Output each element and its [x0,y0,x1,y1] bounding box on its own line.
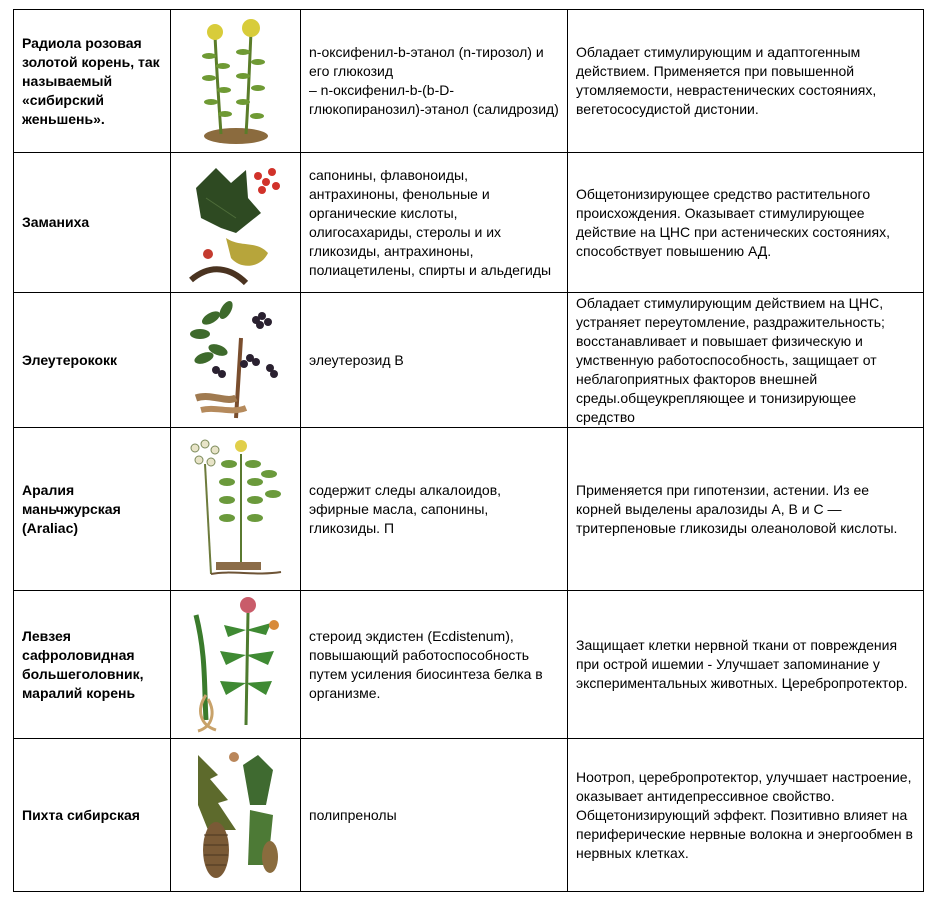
table-row [14,591,924,739]
effect-text: Применяется при гипотензии, астении. Из ее корней выделены аралозиды А, В и С — тритерпеновые гликозиды олеаноловой кислоты. [568,428,924,591]
plant-name: Заманиха [14,153,171,293]
table-row [14,293,924,428]
table-row [14,428,924,591]
composition-text: элеутерозид В [301,293,568,428]
plant-name: Пихта сибирская [14,739,171,892]
eleutherococcus-illustration [186,298,286,423]
composition-text: полипренолы [301,739,568,892]
plant-image-cell [171,10,301,153]
plant-image-cell [171,739,301,892]
plant-image-cell [171,591,301,739]
aralia-illustration [181,434,291,584]
effect-text: Ноотроп, церебропротектор, улучшает настроение, оказывает антидепрессивное свойство. Общетонизирующий эффект. Позитивно влияет на периферические нервные волокна и энергообмен в нервных клетках. [568,739,924,892]
composition-text: стероид экдистен (Ecdistenum), повышающий работоспособность путем усиления биосинтеза белка в организме. [301,591,568,739]
plant-image-cell [171,428,301,591]
effect-text: Общетонизирующее средство растительного происхождения. Оказывает стимулирующее действие на ЦНС при астенических состояниях, способствует повышению АД. [568,153,924,293]
composition-text: сапонины, флавоноиды, антрахиноны, фенольные и органические кислоты, олигосахариды, стеролы и их гликозиды, антрахиноны, полиацетилены, спирты и альдегиды [301,153,568,293]
plant-name: Аралия маньчжурская (Araliac) [14,428,171,591]
plant-name: Радиола розовая золотой корень, так называемый «сибирский женьшень». [14,10,171,153]
rhodiola-illustration [191,16,281,146]
plant-name: Левзея сафроловидная большеголовник, маралий корень [14,591,171,739]
plant-image-cell [171,153,301,293]
siberian-fir-illustration [188,745,283,885]
table-row [14,153,924,293]
table-row [14,739,924,892]
plant-image-cell [171,293,301,428]
composition-cell [301,10,568,153]
effect-text: Обладает стимулирующим действием на ЦНС, устраняет переутомление, раздражительность; восстанавливает и повышает физическую и умственную работоспособность, защищает от неблагоприятных факторов внешней среды.общеукрепляющее и тонизирующее средство [568,293,924,428]
leuzea-illustration [186,595,286,735]
effect-text: Обладает стимулирующим и адаптогенным действием. Применяется при повышенной утомляемости, неврастенических состояниях, вегетососудистой дистонии. [568,10,924,153]
oplopanax-illustration [186,158,286,288]
plants-table [13,9,924,892]
plant-name: Элеутерококк [14,293,171,428]
effect-text: Защищает клетки нервной ткани от повреждения при острой ишемии - Улучшает запоминание у экспериментальных животных. Церебропротектор. [568,591,924,739]
composition-text: содержит следы алкалоидов, эфирные масла, сапонины, гликозиды. П [301,428,568,591]
table-row [14,10,924,153]
composition-text: n-оксифенил-b-этанол (n-тирозол) и его глюкозид – n-оксифенил-b-(b-D-глюкопиранозил)-этанол (салидрозид) [309,44,559,117]
